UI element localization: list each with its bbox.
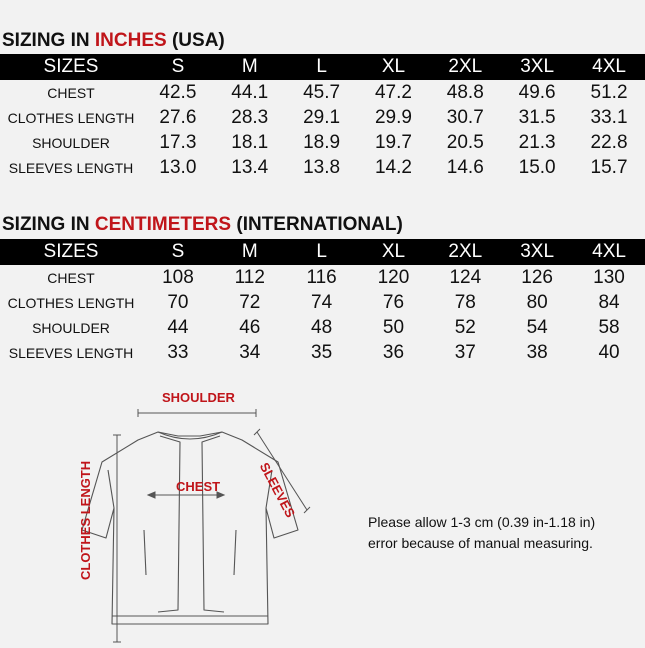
table-cell: 52 xyxy=(454,316,476,338)
table-cell: 19.7 xyxy=(374,131,412,153)
table-cell: 54 xyxy=(526,316,548,338)
table-cell: 48.8 xyxy=(446,81,484,103)
inches-row-shoulder xyxy=(0,130,645,155)
sleeves-label: SLEEVES xyxy=(256,460,299,520)
table-cell: 33.1 xyxy=(590,106,628,128)
table-cell: 14.2 xyxy=(374,156,412,178)
table-cell: 72 xyxy=(239,291,261,313)
row-label: SLEEVES LENGTH xyxy=(8,344,134,361)
table-cell: 84 xyxy=(598,291,620,313)
centimeters-section-title xyxy=(2,214,403,236)
table-cell: 22.8 xyxy=(590,131,628,153)
cm-row-chest xyxy=(0,265,645,290)
table-cell: 74 xyxy=(311,291,333,313)
table-cell: 13.4 xyxy=(231,156,269,178)
table-cell: 21.3 xyxy=(518,131,556,153)
row-label: CHEST xyxy=(47,84,95,101)
table-cell: 78 xyxy=(454,291,476,313)
table-cell: 13.0 xyxy=(159,156,197,178)
cm-row-clothes-length xyxy=(0,290,645,315)
note-line-1: Please allow 1-3 cm (0.39 in-1.18 in) xyxy=(368,514,596,530)
table-cell: 29.1 xyxy=(303,106,341,128)
inches-header-row xyxy=(0,54,645,80)
note-line-2: error because of manual measuring. xyxy=(368,535,593,551)
cm-title-suffix: (INTERNATIONAL) xyxy=(231,214,403,235)
inches-size-table xyxy=(0,54,645,180)
inches-size-header: 4XL xyxy=(573,54,645,80)
table-cell: 124 xyxy=(449,266,482,288)
table-cell: 45.7 xyxy=(303,81,341,103)
inches-row-chest xyxy=(0,80,645,105)
table-cell: 18.9 xyxy=(303,131,341,153)
clothes-length-label: CLOTHES LENGTH xyxy=(78,460,93,580)
cm-title-prefix: SIZING IN xyxy=(2,214,95,235)
table-cell: 17.3 xyxy=(159,131,197,153)
inches-row-clothes-length xyxy=(0,105,645,130)
row-label: SLEEVES LENGTH xyxy=(8,159,134,176)
cm-row-sleeves-length xyxy=(0,340,645,365)
chest-label: CHEST xyxy=(176,479,221,494)
inches-size-header: XL xyxy=(358,54,430,80)
table-cell: 15.0 xyxy=(518,156,556,178)
table-cell: 51.2 xyxy=(590,81,628,103)
row-label: SHOULDER xyxy=(32,134,110,151)
table-cell: 58 xyxy=(598,316,620,338)
table-cell: 37 xyxy=(454,341,476,363)
cm-size-header: 3XL xyxy=(501,239,573,265)
table-cell: 15.7 xyxy=(590,156,628,178)
table-cell: 49.6 xyxy=(518,81,556,103)
table-cell: 48 xyxy=(311,316,333,338)
cm-size-header: XL xyxy=(358,239,430,265)
table-cell: 14.6 xyxy=(446,156,484,178)
cm-size-header: L xyxy=(286,239,358,265)
inches-size-header: 2XL xyxy=(429,54,501,80)
inches-row-sleeves-length xyxy=(0,155,645,180)
inches-size-header: S xyxy=(142,54,214,80)
table-cell: 108 xyxy=(162,266,194,288)
table-cell: 47.2 xyxy=(374,81,412,103)
row-label: CHEST xyxy=(47,269,95,286)
table-cell: 35 xyxy=(311,341,333,363)
table-cell: 42.5 xyxy=(159,81,197,103)
table-cell: 112 xyxy=(234,266,265,288)
cm-size-header: 2XL xyxy=(429,239,501,265)
cm-title-accent: CENTIMETERS xyxy=(94,214,232,235)
table-cell: 80 xyxy=(526,291,548,313)
row-label: SHOULDER xyxy=(32,319,110,336)
cm-size-header: M xyxy=(214,239,286,265)
table-cell: 30.7 xyxy=(446,106,484,128)
inches-title-accent: INCHES xyxy=(94,30,167,51)
table-cell: 116 xyxy=(306,266,337,288)
cm-size-header: 4XL xyxy=(573,239,645,265)
table-cell: 46 xyxy=(239,316,261,338)
table-cell: 36 xyxy=(382,341,405,363)
table-cell: 33 xyxy=(167,341,189,363)
row-label: CLOTHES LENGTH xyxy=(7,109,135,126)
shoulder-label: SHOULDER xyxy=(162,390,235,405)
table-cell: 44 xyxy=(167,316,189,338)
inches-title-prefix: SIZING IN xyxy=(2,30,95,51)
table-cell: 20.5 xyxy=(446,131,484,153)
measurement-diagram xyxy=(60,380,360,643)
table-cell: 27.6 xyxy=(159,106,197,128)
inches-section-title xyxy=(2,30,225,52)
table-cell: 50 xyxy=(382,316,405,338)
kimono-cardigan-outline-icon xyxy=(60,380,360,643)
cm-size-header: S xyxy=(142,239,214,265)
row-label: CLOTHES LENGTH xyxy=(7,294,135,311)
table-cell: 130 xyxy=(593,266,625,288)
inches-size-header: 3XL xyxy=(501,54,573,80)
table-cell: 13.8 xyxy=(303,156,341,178)
table-cell: 38 xyxy=(526,341,548,363)
cm-header-row xyxy=(0,239,645,265)
table-cell: 34 xyxy=(239,341,261,363)
inches-size-header: M xyxy=(214,54,286,80)
table-cell: 40 xyxy=(598,341,620,363)
cm-row-shoulder xyxy=(0,315,645,340)
table-cell: 70 xyxy=(167,291,189,313)
measurement-note xyxy=(368,512,595,554)
cm-header-label: SIZES xyxy=(0,239,142,265)
centimeters-size-table xyxy=(0,239,645,365)
table-cell: 76 xyxy=(382,291,405,313)
table-cell: 29.9 xyxy=(374,106,412,128)
table-cell: 44.1 xyxy=(231,81,269,103)
table-cell: 31.5 xyxy=(518,106,556,128)
table-cell: 120 xyxy=(377,266,410,288)
table-cell: 28.3 xyxy=(231,106,269,128)
inches-header-label: SIZES xyxy=(0,54,142,80)
inches-size-header: L xyxy=(286,54,358,80)
table-cell: 126 xyxy=(521,266,553,288)
table-cell: 18.1 xyxy=(231,131,269,153)
inches-title-suffix: (USA) xyxy=(166,30,225,51)
